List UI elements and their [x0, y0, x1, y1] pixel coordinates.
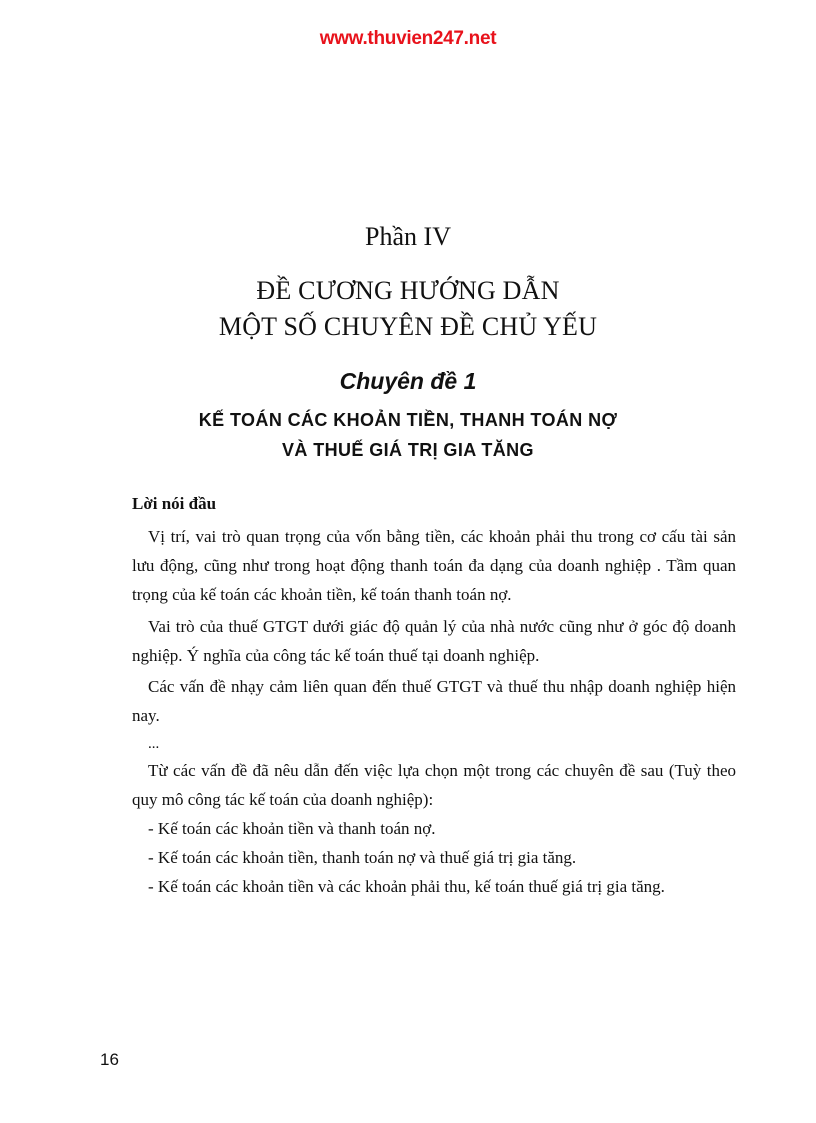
paragraph-role-of-vat: Vai trò của thuế GTGT dưới giác độ quản lý của nhà nước cũng như ở góc độ doanh nghiệp. Ý nghĩa của công tác kế toán thuế tại doanh nghiệp. [132, 617, 736, 665]
list-item-topic-2: - Kế toán các khoản tiền, thanh toán nợ và thuế giá trị gia tăng. [148, 848, 577, 867]
section-heading-preface: Lời nói đầu [132, 494, 217, 513]
main-heading-line-1: ĐỀ CƯƠNG HƯỚNG DẪN [256, 276, 560, 305]
chapter-title-line-2: VÀ THUẾ GIÁ TRỊ GIA TĂNG [282, 440, 534, 460]
part-title: Phần IV [365, 222, 451, 251]
list-item-topic-1: - Kế toán các khoản tiền và thanh toán nợ. [148, 819, 436, 838]
paragraph-topic-selection: Từ các vấn đề đã nêu dẫn đến việc lựa chọn một trong các chuyên đề sau (Tuỳ theo quy mô công tác kế toán của doanh nghiệp): [132, 761, 736, 809]
paragraph-role-of-cash: Vị trí, vai trò quan trọng của vốn bằng tiền, các khoản phải thu trong cơ cấu tài sản lưu động, cũng như trong hoạt động thanh toán đa dạng của doanh nghiệp . Tầm quan trọng của kế toán các khoản tiền, kế toán thanh toán nợ. [132, 527, 736, 604]
chapter-label: Chuyên đề 1 [339, 368, 477, 394]
paragraph-sensitive-issues: Các vấn đề nhạy cảm liên quan đến thuế GTGT và thuế thu nhập doanh nghiệp hiện nay. [132, 677, 736, 725]
page-number: 16 [100, 1050, 119, 1069]
website-watermark: www.thuvien247.net [319, 28, 497, 49]
paragraph-ellipsis: ... [148, 736, 160, 752]
chapter-title-line-1: KẾ TOÁN CÁC KHOẢN TIỀN, THANH TOÁN NỢ [198, 410, 618, 430]
main-heading-line-2: MỘT SỐ CHUYÊN ĐỀ CHỦ YẾU [218, 312, 598, 341]
list-item-topic-3: - Kế toán các khoản tiền và các khoản phải thu, kế toán thuế giá trị gia tăng. [148, 877, 665, 896]
